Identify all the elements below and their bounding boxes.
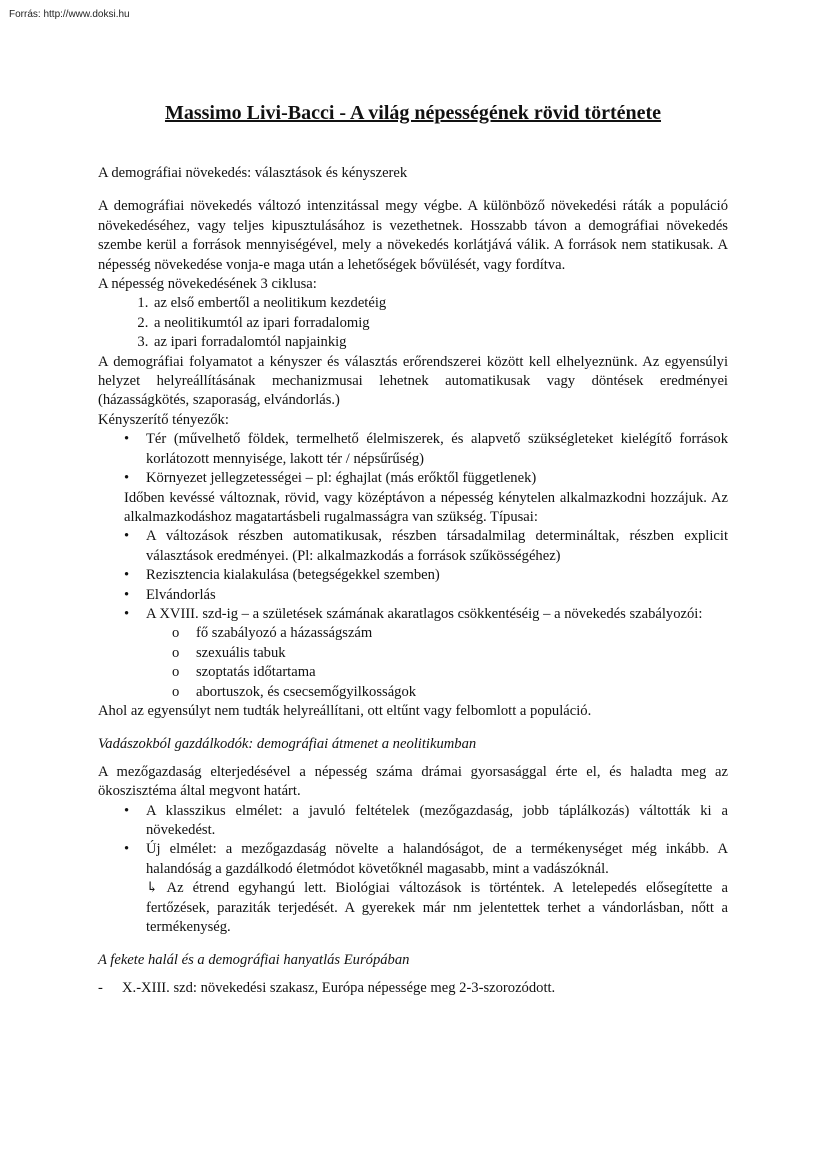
list-item: 2. a neolitikumtól az ipari forradalomig bbox=[152, 314, 728, 333]
paragraph-1: A demográfiai növekedés változó intenzitással megy végbe. A különböző növekedési ráták a populáció növekedéséhez, vagy teljes kipusztulásához is vezethetnek. Hosszabb távon a demográfiai növekedés szembe kerül a források mennyiségével, mely a növekedés korlátjává válik. A források nem statikusak. A népesség növekedése vonja-e maga után a lehetőségek bővülését, vagy fordítva. bbox=[98, 198, 728, 273]
source-label: Forrás: http://www.doksi.hu bbox=[9, 9, 130, 20]
bullet-icon: • bbox=[124, 567, 130, 584]
list-item: • Tér (művelhető földek, termelhető élelmiszerek, és alapvető szükségleteket kielégítő források korlátozott mennyisége, lakott tér / népsűrűség) bbox=[124, 431, 728, 467]
list-item: • Elvándorlás bbox=[98, 586, 728, 605]
document-page bbox=[98, 100, 728, 998]
circle-bullet-icon: o bbox=[172, 664, 180, 681]
list-item: • Környezet jellegzetességei – pl: éghajlat (más erőktől függetlenek) bbox=[98, 469, 728, 488]
bullet-icon: • bbox=[124, 802, 130, 819]
paragraph-2: A demográfiai folyamatot a kényszer és választás erőrendszerei között kell elhelyeznünk. Az egyensúlyi helyzet helyreállításának mechanizmusai lehetnek automatikusak vagy döntések eredményei (házasságkötés, szaporaság, elvándorlás.) bbox=[98, 353, 728, 409]
paragraph-4: A mezőgazdaság elterjedésével a népesség száma drámai gyorsasággal érte el, és haladta meg az ökoszisztéma által megvont határt. bbox=[98, 763, 728, 800]
section-2-heading: Vadászokból gazdálkodók: demográfiai átmenet a neolitikumban bbox=[98, 736, 477, 753]
cycles-list bbox=[98, 294, 728, 352]
theories-list bbox=[98, 802, 728, 880]
cycles-intro: A népesség növekedésének 3 ciklusa: bbox=[98, 276, 317, 293]
list-item: o szoptatás időtartama bbox=[98, 663, 728, 682]
forces-note: Időben kevéssé változnak, rövid, vagy középtávon a népesség kénytelen alkalmazkodni hozzájuk. Az alkalmazkodáshoz magatartásbeli rugalmasságra van szükség. Típusai: bbox=[124, 489, 728, 525]
section-3-heading: A fekete halál és a demográfiai hanyatlás Európában bbox=[98, 952, 410, 969]
paragraph-3: Ahol az egyensúlyt nem tudták helyreállítani, ott eltűnt vagy felbomlott a populáció. bbox=[98, 702, 592, 719]
forces-list bbox=[98, 430, 728, 488]
circle-bullet-icon: o bbox=[172, 644, 180, 661]
list-item: • A változások részben automatikusak, részben társadalmilag determináltak, részben explicit választások eredményei. (Pl: alkalmazkodás a források szűkösségéhez) bbox=[124, 528, 728, 564]
list-item: 3. az ipari forradalomtól napjainkig bbox=[152, 333, 728, 352]
circle-bullet-icon: o bbox=[172, 683, 180, 700]
list-item: 1. az első embertől a neolitikum kezdetéig bbox=[152, 294, 728, 313]
list-item: o abortuszok, és csecsemőgyilkosságok bbox=[98, 683, 728, 702]
arrow-icon: ↳ bbox=[146, 880, 159, 897]
theory-note: ↳ Az étrend egyhangú lett. Biológiai változások is történtek. A letelepedés elősegítette a fertőzések, paraziták terjedését. A gyerekek már nm jelentettek terhet a vándorlásban, nőtt a termékenység. bbox=[146, 880, 728, 936]
dash-bullet-icon: - bbox=[98, 979, 103, 996]
types-list bbox=[98, 527, 728, 624]
bullet-icon: • bbox=[124, 470, 130, 487]
list-item: • A XVIII. szd-ig – a születések számának akaratlagos csökkentéséig – a növekedés szabályozói: bbox=[98, 605, 728, 624]
list-item: • Rezisztencia kialakulása (betegségekkel szemben) bbox=[98, 566, 728, 585]
bullet-icon: • bbox=[124, 528, 130, 545]
subtitle: A demográfiai növekedés: választások és kényszerek bbox=[98, 165, 408, 181]
forces-label: Kényszerítő tényezők: bbox=[98, 411, 229, 428]
regulators-list bbox=[98, 624, 728, 702]
list-item: - X.-XIII. szd: növekedési szakasz, Európa népessége meg 2-3-szorozódott. bbox=[98, 979, 728, 998]
bullet-icon: • bbox=[124, 605, 130, 622]
bullet-icon: • bbox=[124, 586, 130, 603]
list-item: • A klasszikus elmélet: a javuló feltételek (mezőgazdaság, jobb táplálkozás) váltották ki a növekedést. bbox=[124, 802, 728, 838]
bullet-icon: • bbox=[124, 431, 130, 448]
bullet-icon: • bbox=[124, 841, 130, 858]
list-item: • Új elmélet: a mezőgazdaság növelte a halandóságot, de a termékenységet még inkább. A halandóság a gazdálkodó életmódot követőknél magasabb, mint a vadászóknál. bbox=[124, 841, 728, 877]
document-title: Massimo Livi-Bacci - A világ népességének rövid története bbox=[164, 102, 662, 124]
list-item: o fő szabályozó a házasságszám bbox=[98, 624, 728, 643]
list-item: o szexuális tabuk bbox=[98, 644, 728, 663]
circle-bullet-icon: o bbox=[172, 625, 180, 642]
